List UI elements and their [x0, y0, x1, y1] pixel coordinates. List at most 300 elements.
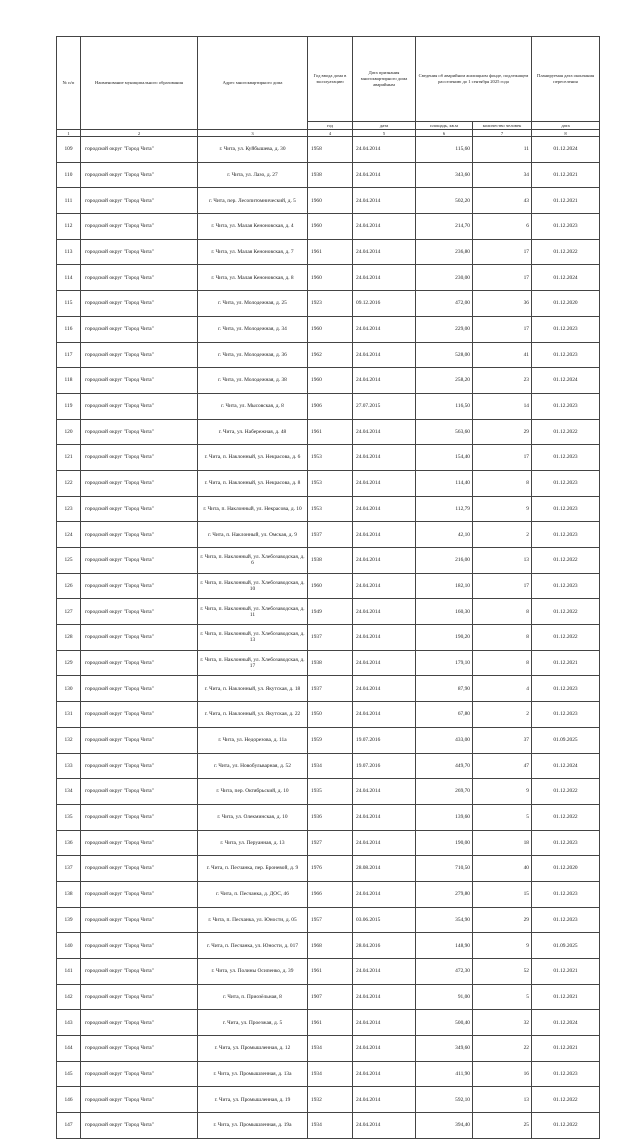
- address-cell: г. Чита, ул. Малая Кеноновская, д. 8: [198, 265, 308, 291]
- address-cell: г. Чита, п. Приозёльная, 8: [198, 984, 308, 1010]
- year-cell: 1937: [308, 676, 353, 702]
- planned-date-cell: 01.12.2024: [532, 753, 600, 779]
- area-cell: 230,00: [416, 265, 473, 291]
- area-cell: 236,80: [416, 239, 473, 265]
- recognition-date-cell: 24.04.2014: [353, 137, 416, 163]
- area-cell: 229,00: [416, 316, 473, 342]
- address-cell: г. Чита, п. Песчанка, ул. Юности, д. 05: [198, 907, 308, 933]
- municipality-cell: городской округ "Город Чита": [81, 753, 198, 779]
- planned-date-cell: 01.12.2024: [532, 368, 600, 394]
- area-cell: 112,79: [416, 496, 473, 522]
- municipality-cell: городской округ "Город Чита": [81, 650, 198, 676]
- year-cell: 1953: [308, 496, 353, 522]
- row-number: 140: [57, 933, 81, 959]
- header-planned-date: Планируемая дата окончания переселения: [532, 37, 600, 122]
- address-cell: г. Чита, ул. Малая Кеноновская, д. 4: [198, 214, 308, 240]
- people-count-cell: 14: [473, 393, 532, 419]
- planned-date-cell: 01.12.2021: [532, 188, 600, 214]
- year-cell: 1907: [308, 984, 353, 1010]
- planned-date-cell: 01.12.2023: [532, 342, 600, 368]
- municipality-cell: городской округ "Город Чита": [81, 830, 198, 856]
- recognition-date-cell: 19.07.2016: [353, 727, 416, 753]
- area-cell: 528,00: [416, 342, 473, 368]
- people-count-cell: 23: [473, 368, 532, 394]
- people-count-cell: 4: [473, 676, 532, 702]
- municipality-cell: городской округ "Город Чита": [81, 470, 198, 496]
- people-count-cell: 9: [473, 933, 532, 959]
- table-row: [57, 830, 600, 856]
- area-cell: 343,60: [416, 162, 473, 188]
- planned-date-cell: 01.12.2020: [532, 856, 600, 882]
- people-count-cell: 17: [473, 316, 532, 342]
- planned-date-cell: 01.12.2023: [532, 316, 600, 342]
- area-cell: 502,20: [416, 188, 473, 214]
- municipality-cell: городской округ "Город Чита": [81, 1061, 198, 1087]
- row-number: 126: [57, 573, 81, 599]
- subheader-date: дата: [353, 122, 416, 130]
- row-number: 120: [57, 419, 81, 445]
- table-row: [57, 753, 600, 779]
- area-cell: 190,20: [416, 625, 473, 651]
- recognition-date-cell: 24.04.2014: [353, 881, 416, 907]
- municipality-cell: городской округ "Город Чита": [81, 984, 198, 1010]
- municipality-cell: городской округ "Город Чита": [81, 1036, 198, 1062]
- column-number: 1: [57, 130, 81, 137]
- recognition-date-cell: 24.04.2014: [353, 830, 416, 856]
- row-number: 125: [57, 548, 81, 574]
- recognition-date-cell: 24.04.2014: [353, 804, 416, 830]
- address-cell: г. Чита, ул. Новобульварная, д. 52: [198, 753, 308, 779]
- area-cell: 114,40: [416, 470, 473, 496]
- table-row: [57, 907, 600, 933]
- municipality-cell: городской округ "Город Чита": [81, 291, 198, 317]
- row-number: 114: [57, 265, 81, 291]
- address-cell: г. Чита, п. Наклонный, ул. Якутская, д. 22: [198, 702, 308, 728]
- planned-date-cell: 01.12.2022: [532, 1113, 600, 1139]
- address-cell: г. Чита, п. Наклонный, ул. Хлебозаводская, д. 11: [198, 599, 308, 625]
- planned-date-cell: 01.09.2025: [532, 933, 600, 959]
- municipality-cell: городской округ "Город Чита": [81, 496, 198, 522]
- planned-date-cell: 01.12.2022: [532, 599, 600, 625]
- recognition-date-cell: 24.04.2014: [353, 1087, 416, 1113]
- year-cell: 1938: [308, 650, 353, 676]
- area-cell: 116,50: [416, 393, 473, 419]
- address-cell: г. Чита, ул. Молодежная, д. 34: [198, 316, 308, 342]
- address-cell: г. Чита, ул. Молодежная, д. 25: [198, 291, 308, 317]
- year-cell: 1961: [308, 239, 353, 265]
- recognition-date-cell: 24.04.2014: [353, 470, 416, 496]
- column-number: 7: [473, 130, 532, 137]
- recognition-date-cell: 24.04.2014: [353, 239, 416, 265]
- planned-date-cell: 01.12.2023: [532, 907, 600, 933]
- planned-date-cell: 01.12.2023: [532, 522, 600, 548]
- area-cell: 354,90: [416, 907, 473, 933]
- row-number: 133: [57, 753, 81, 779]
- table-row: [57, 702, 600, 728]
- people-count-cell: 43: [473, 188, 532, 214]
- municipality-cell: городской округ "Город Чита": [81, 1010, 198, 1036]
- municipality-cell: городской округ "Город Чита": [81, 933, 198, 959]
- planned-date-cell: 01.12.2023: [532, 393, 600, 419]
- people-count-cell: 5: [473, 984, 532, 1010]
- header-recognition-date: Дата признания многоквартирного дома аварийным: [353, 37, 416, 122]
- year-cell: 1934: [308, 1113, 353, 1139]
- people-count-cell: 47: [473, 753, 532, 779]
- header-year: Год ввода дома в эксплуатацию: [308, 37, 353, 122]
- recognition-date-cell: 24.04.2014: [353, 573, 416, 599]
- area-cell: 500,40: [416, 1010, 473, 1036]
- column-number: 5: [353, 130, 416, 137]
- area-cell: 279,80: [416, 881, 473, 907]
- row-number: 143: [57, 1010, 81, 1036]
- year-cell: 1932: [308, 1087, 353, 1113]
- area-cell: 269,70: [416, 779, 473, 805]
- people-count-cell: 8: [473, 599, 532, 625]
- people-count-cell: 11: [473, 137, 532, 163]
- area-cell: 160,30: [416, 599, 473, 625]
- row-number: 138: [57, 881, 81, 907]
- people-count-cell: 17: [473, 265, 532, 291]
- subheader-people: количество человек: [473, 122, 532, 130]
- recognition-date-cell: 24.04.2014: [353, 702, 416, 728]
- column-number: 3: [198, 130, 308, 137]
- table-row: [57, 470, 600, 496]
- address-cell: г. Чита, ул. Проезжая, д. 5: [198, 1010, 308, 1036]
- people-count-cell: 9: [473, 496, 532, 522]
- year-cell: 1960: [308, 573, 353, 599]
- table-row: [57, 162, 600, 188]
- municipality-cell: городской округ "Город Чита": [81, 239, 198, 265]
- row-number: 112: [57, 214, 81, 240]
- municipality-cell: городской округ "Город Чита": [81, 1113, 198, 1139]
- year-cell: 1934: [308, 1036, 353, 1062]
- people-count-cell: 5: [473, 804, 532, 830]
- header-municipality: Наименование муниципального образования: [81, 37, 198, 130]
- row-number: 109: [57, 137, 81, 163]
- area-cell: 91,00: [416, 984, 473, 1010]
- table-row: [57, 548, 600, 574]
- planned-date-cell: 01.12.2021: [532, 1036, 600, 1062]
- people-count-cell: 17: [473, 445, 532, 471]
- people-count-cell: 8: [473, 470, 532, 496]
- table-row: [57, 393, 600, 419]
- address-cell: г. Чита, п. Наклонный, ул. Хлебозаводская, д. 6: [198, 548, 308, 574]
- recognition-date-cell: 24.04.2014: [353, 188, 416, 214]
- address-cell: г. Чита, п. Наклонный, ул. Омская, д. 9: [198, 522, 308, 548]
- recognition-date-cell: 24.04.2014: [353, 625, 416, 651]
- address-cell: г. Чита, ул. Молодежная, д. 36: [198, 342, 308, 368]
- people-count-cell: 18: [473, 830, 532, 856]
- address-cell: г. Чита, ул. Промышленная, д. 19а: [198, 1113, 308, 1139]
- address-cell: г. Чита, ул. Малая Кеноновская, д. 7: [198, 239, 308, 265]
- municipality-cell: городской округ "Город Чита": [81, 676, 198, 702]
- recognition-date-cell: 09.12.2016: [353, 291, 416, 317]
- recognition-date-cell: 24.04.2014: [353, 445, 416, 471]
- planned-date-cell: 01.12.2023: [532, 881, 600, 907]
- municipality-cell: городской округ "Город Чита": [81, 881, 198, 907]
- emergency-housing-table: [56, 36, 600, 1139]
- recognition-date-cell: 28.04.2016: [353, 933, 416, 959]
- area-cell: 472,00: [416, 291, 473, 317]
- area-cell: 67,80: [416, 702, 473, 728]
- table-row: [57, 1113, 600, 1139]
- area-cell: 182,10: [416, 573, 473, 599]
- row-number: 135: [57, 804, 81, 830]
- people-count-cell: 32: [473, 1010, 532, 1036]
- municipality-cell: городской округ "Город Чита": [81, 856, 198, 882]
- subheader-plan-date: дата: [532, 122, 600, 130]
- address-cell: г. Чита, ул. Набережная, д. 48: [198, 419, 308, 445]
- year-cell: 1936: [308, 804, 353, 830]
- people-count-cell: 6: [473, 214, 532, 240]
- row-number: 144: [57, 1036, 81, 1062]
- people-count-cell: 8: [473, 625, 532, 651]
- area-cell: 190,00: [416, 830, 473, 856]
- table-row: [57, 445, 600, 471]
- year-cell: 1953: [308, 470, 353, 496]
- address-cell: г. Чита, ул. Перуанная, д. 13: [198, 830, 308, 856]
- planned-date-cell: 01.12.2022: [532, 548, 600, 574]
- address-cell: г. Чита, ул. Лазо, д. 27: [198, 162, 308, 188]
- municipality-cell: городской округ "Город Чита": [81, 214, 198, 240]
- municipality-cell: городской округ "Город Чита": [81, 265, 198, 291]
- municipality-cell: городской округ "Город Чита": [81, 419, 198, 445]
- row-number: 124: [57, 522, 81, 548]
- people-count-cell: 8: [473, 650, 532, 676]
- municipality-cell: городской округ "Город Чита": [81, 702, 198, 728]
- year-cell: 1960: [308, 368, 353, 394]
- area-cell: 411,90: [416, 1061, 473, 1087]
- column-number: 4: [308, 130, 353, 137]
- municipality-cell: городской округ "Город Чита": [81, 573, 198, 599]
- planned-date-cell: 01.12.2022: [532, 239, 600, 265]
- municipality-cell: городской округ "Город Чита": [81, 804, 198, 830]
- address-cell: г. Чита, п. Наклонный, ул. Хлебозаводская, д. 17: [198, 650, 308, 676]
- row-number: 146: [57, 1087, 81, 1113]
- row-number: 117: [57, 342, 81, 368]
- recognition-date-cell: 24.04.2014: [353, 162, 416, 188]
- area-cell: 148,90: [416, 933, 473, 959]
- row-number: 137: [57, 856, 81, 882]
- municipality-cell: городской округ "Город Чита": [81, 445, 198, 471]
- row-number: 139: [57, 907, 81, 933]
- recognition-date-cell: 28.08.2014: [353, 856, 416, 882]
- row-number: 122: [57, 470, 81, 496]
- area-cell: 472,30: [416, 959, 473, 985]
- area-cell: 139,60: [416, 804, 473, 830]
- planned-date-cell: 01.12.2023: [532, 445, 600, 471]
- people-count-cell: 29: [473, 419, 532, 445]
- recognition-date-cell: 19.07.2016: [353, 753, 416, 779]
- year-cell: 1960: [308, 265, 353, 291]
- municipality-cell: городской округ "Город Чита": [81, 368, 198, 394]
- recognition-date-cell: 24.04.2014: [353, 496, 416, 522]
- municipality-cell: городской округ "Город Чита": [81, 342, 198, 368]
- table-row: [57, 188, 600, 214]
- row-number: 118: [57, 368, 81, 394]
- area-cell: 216,00: [416, 548, 473, 574]
- people-count-cell: 15: [473, 881, 532, 907]
- municipality-cell: городской округ "Город Чита": [81, 1087, 198, 1113]
- area-cell: 42,10: [416, 522, 473, 548]
- people-count-cell: 37: [473, 727, 532, 753]
- address-cell: г. Чита, п. Наклонный, ул. Некрасова, д. 6: [198, 445, 308, 471]
- recognition-date-cell: 24.04.2014: [353, 1010, 416, 1036]
- table-row: [57, 291, 600, 317]
- table-row: [57, 368, 600, 394]
- row-number: 116: [57, 316, 81, 342]
- recognition-date-cell: 27.07.2015: [353, 393, 416, 419]
- year-cell: 1937: [308, 522, 353, 548]
- year-cell: 1976: [308, 856, 353, 882]
- municipality-cell: городской округ "Город Чита": [81, 599, 198, 625]
- area-cell: 214,70: [416, 214, 473, 240]
- area-cell: 349,60: [416, 1036, 473, 1062]
- year-cell: 1923: [308, 291, 353, 317]
- people-count-cell: 52: [473, 959, 532, 985]
- address-cell: г. Чита, пер. Лесопитомнический, д. 5: [198, 188, 308, 214]
- municipality-cell: городской округ "Город Чита": [81, 959, 198, 985]
- row-number: 123: [57, 496, 81, 522]
- column-number: 8: [532, 130, 600, 137]
- table-row: [57, 496, 600, 522]
- address-cell: г. Чита, ул. Промышленная, д. 12: [198, 1036, 308, 1062]
- people-count-cell: 16: [473, 1061, 532, 1087]
- year-cell: 1934: [308, 1061, 353, 1087]
- people-count-cell: 41: [473, 342, 532, 368]
- year-cell: 1961: [308, 959, 353, 985]
- year-cell: 1962: [308, 342, 353, 368]
- table-row: [57, 239, 600, 265]
- recognition-date-cell: 24.04.2014: [353, 419, 416, 445]
- area-cell: 179,10: [416, 650, 473, 676]
- recognition-date-cell: 24.04.2014: [353, 1113, 416, 1139]
- planned-date-cell: 01.12.2021: [532, 984, 600, 1010]
- municipality-cell: городской округ "Город Чита": [81, 316, 198, 342]
- people-count-cell: 13: [473, 548, 532, 574]
- address-cell: г. Чита, ул. Олекминская, д. 10: [198, 804, 308, 830]
- planned-date-cell: 01.12.2023: [532, 830, 600, 856]
- row-number: 130: [57, 676, 81, 702]
- address-cell: г. Чита, п. Песчанка, д. ДОС, 46: [198, 881, 308, 907]
- recognition-date-cell: 24.04.2014: [353, 316, 416, 342]
- municipality-cell: городской округ "Город Чита": [81, 522, 198, 548]
- people-count-cell: 34: [473, 162, 532, 188]
- planned-date-cell: 01.12.2023: [532, 496, 600, 522]
- row-number: 145: [57, 1061, 81, 1087]
- row-number: 147: [57, 1113, 81, 1139]
- municipality-cell: городской округ "Город Чита": [81, 162, 198, 188]
- table-row: [57, 419, 600, 445]
- year-cell: 1960: [308, 214, 353, 240]
- recognition-date-cell: 24.04.2014: [353, 1036, 416, 1062]
- area-cell: 87,90: [416, 676, 473, 702]
- recognition-date-cell: 24.04.2014: [353, 959, 416, 985]
- year-cell: 1968: [308, 933, 353, 959]
- municipality-cell: городской округ "Город Чита": [81, 393, 198, 419]
- header-housing-info: Сведения об аварийном жилищном фонде, подлежащем расселению до 1 сентября 2025 года: [416, 37, 532, 122]
- planned-date-cell: 01.12.2024: [532, 265, 600, 291]
- recognition-date-cell: 24.04.2014: [353, 984, 416, 1010]
- address-cell: г. Чита, п. Наклонный, ул. Хлебозаводская, д. 13: [198, 625, 308, 651]
- column-number: 2: [81, 130, 198, 137]
- area-cell: 592,10: [416, 1087, 473, 1113]
- people-count-cell: 2: [473, 702, 532, 728]
- municipality-cell: городской округ "Город Чита": [81, 548, 198, 574]
- recognition-date-cell: 03.06.2015: [353, 907, 416, 933]
- year-cell: 1960: [308, 316, 353, 342]
- year-cell: 1959: [308, 727, 353, 753]
- table-row: [57, 599, 600, 625]
- year-cell: 1949: [308, 599, 353, 625]
- table-row: [57, 342, 600, 368]
- table-row: [57, 881, 600, 907]
- recognition-date-cell: 24.04.2014: [353, 599, 416, 625]
- year-cell: 1961: [308, 1010, 353, 1036]
- planned-date-cell: 01.12.2022: [532, 625, 600, 651]
- address-cell: г. Чита, ул. Недорезова, д. 11а: [198, 727, 308, 753]
- document-sheet: [56, 36, 599, 1139]
- address-cell: г. Чита, п. Наклонный, ул. Некрасова, д. 10: [198, 496, 308, 522]
- municipality-cell: городской округ "Город Чита": [81, 727, 198, 753]
- table-row: [57, 856, 600, 882]
- address-cell: г. Чита, ул. Промышленная, д. 19: [198, 1087, 308, 1113]
- municipality-cell: городской округ "Город Чита": [81, 188, 198, 214]
- table-row: [57, 727, 600, 753]
- planned-date-cell: 01.12.2024: [532, 137, 600, 163]
- municipality-cell: городской округ "Город Чита": [81, 625, 198, 651]
- table-row: [57, 214, 600, 240]
- area-cell: 449,70: [416, 753, 473, 779]
- address-cell: г. Чита, п. Наклонный, ул. Некрасова, д. 8: [198, 470, 308, 496]
- area-cell: 563,60: [416, 419, 473, 445]
- row-number: 127: [57, 599, 81, 625]
- address-cell: г. Чита, ул. Промышленная, д. 13а: [198, 1061, 308, 1087]
- address-cell: г. Чита, ул. Молодежная, д. 38: [198, 368, 308, 394]
- table-row: [57, 137, 600, 163]
- row-number: 111: [57, 188, 81, 214]
- recognition-date-cell: 24.04.2014: [353, 650, 416, 676]
- year-cell: 1935: [308, 779, 353, 805]
- area-cell: 115,60: [416, 137, 473, 163]
- subheader-year: год: [308, 122, 353, 130]
- table-row: [57, 573, 600, 599]
- row-number: 142: [57, 984, 81, 1010]
- row-number: 131: [57, 702, 81, 728]
- table-row: [57, 316, 600, 342]
- people-count-cell: 17: [473, 573, 532, 599]
- year-cell: 1934: [308, 753, 353, 779]
- address-cell: г. Чита, ул. Мысовская, д. 8: [198, 393, 308, 419]
- row-number: 141: [57, 959, 81, 985]
- planned-date-cell: 01.12.2021: [532, 162, 600, 188]
- year-cell: 1958: [308, 137, 353, 163]
- table-row: [57, 625, 600, 651]
- row-number: 128: [57, 625, 81, 651]
- address-cell: г. Чита, ул. Полины Осипенко, д. 39: [198, 959, 308, 985]
- recognition-date-cell: 24.04.2014: [353, 522, 416, 548]
- table-row: [57, 779, 600, 805]
- planned-date-cell: 01.12.2022: [532, 1087, 600, 1113]
- planned-date-cell: 01.12.2022: [532, 419, 600, 445]
- people-count-cell: 2: [473, 522, 532, 548]
- recognition-date-cell: 24.04.2014: [353, 548, 416, 574]
- year-cell: 1938: [308, 548, 353, 574]
- people-count-cell: 25: [473, 1113, 532, 1139]
- header-address: Адрес многоквартирного дома: [198, 37, 308, 130]
- address-cell: г. Чита, п. Песчанка, пер. Броневой, д. 9: [198, 856, 308, 882]
- table-row: [57, 522, 600, 548]
